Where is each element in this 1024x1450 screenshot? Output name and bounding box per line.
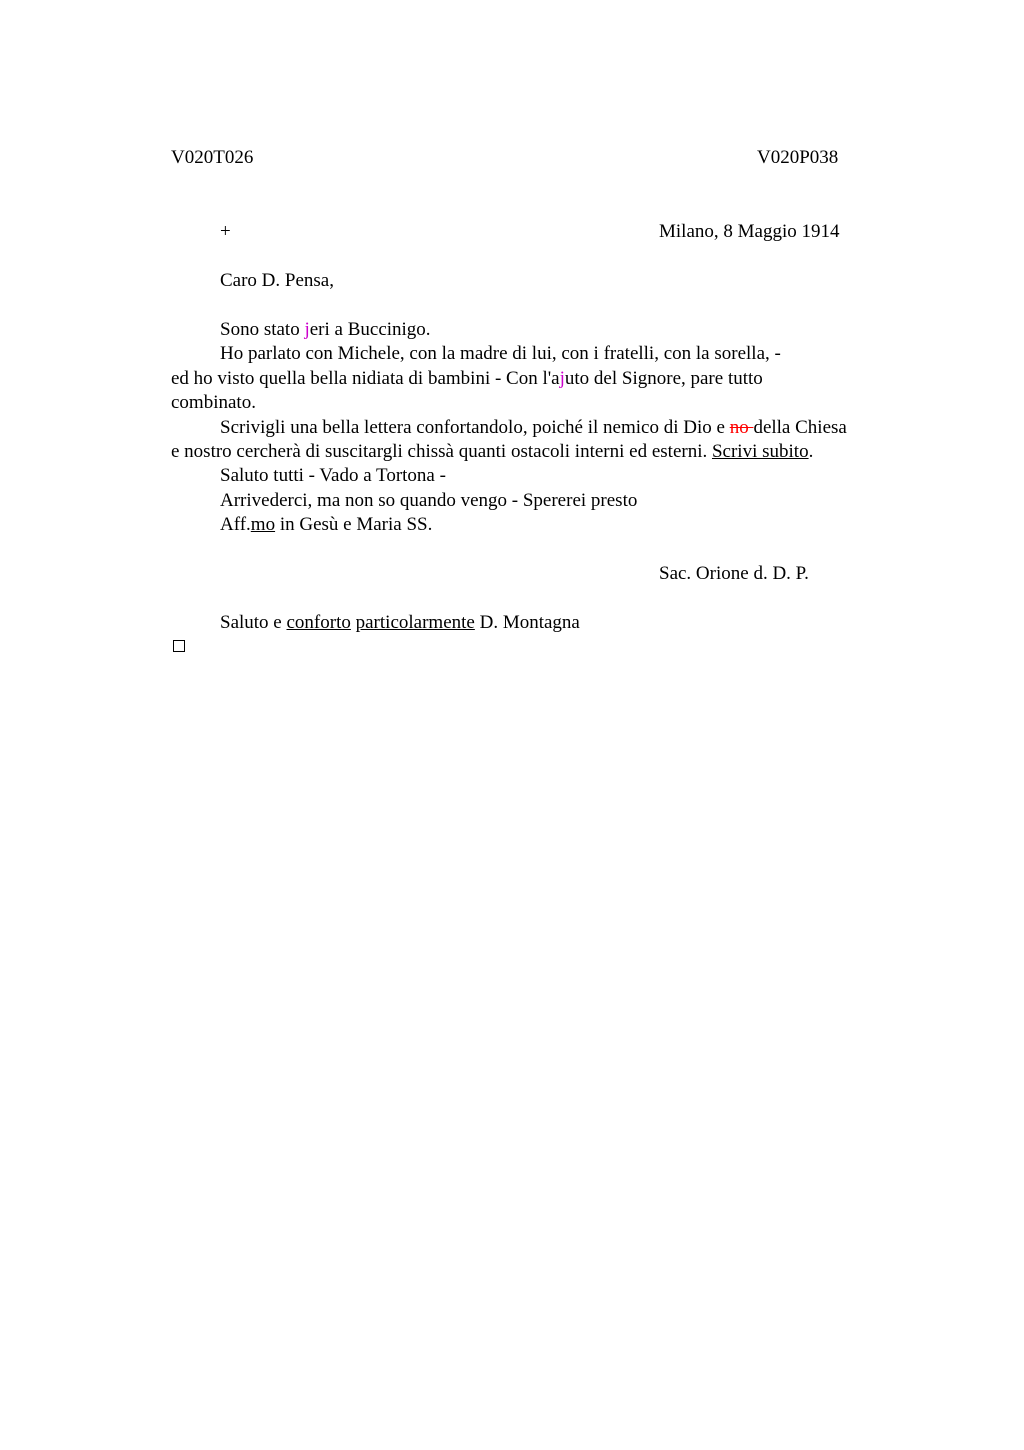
paragraph-1 bbox=[220, 318, 431, 342]
text-segment: uto del Signore, pare tutto bbox=[564, 368, 763, 389]
place-date: Milano, 8 Maggio 1914 bbox=[659, 221, 840, 242]
paragraph-2-line-1: Ho parlato con Michele, con la madre di lui, con i fratelli, con la sorella, - bbox=[220, 343, 781, 364]
text-segment: Sono stato bbox=[220, 319, 305, 340]
text-segment: ed ho visto quella bella nidiata di bambini - Con l'a bbox=[171, 368, 560, 389]
paragraph-3-line-2 bbox=[171, 440, 813, 464]
closing bbox=[220, 513, 432, 537]
text-segment: della Chiesa bbox=[753, 417, 847, 438]
text-segment: eri a Buccinigo. bbox=[309, 319, 431, 340]
underlined-text: Scrivi subito bbox=[711, 441, 809, 462]
inserted-letter: j bbox=[304, 319, 310, 340]
paragraph-4: Saluto tutti - Vado a Tortona - bbox=[220, 465, 446, 486]
signature: Sac. Orione d. D. P. bbox=[659, 563, 809, 584]
text-segment: Saluto e bbox=[220, 612, 287, 633]
salutation: Caro D. Pensa, bbox=[220, 270, 334, 291]
text-segment: D. Montagna bbox=[474, 612, 580, 633]
text-segment: in Gesù e Maria SS. bbox=[275, 514, 433, 535]
underlined-text: particolarmente bbox=[355, 612, 475, 633]
text-segment: Scrivigli una bella lettera confortandolo, poiché il nemico di Dio e bbox=[220, 417, 730, 438]
underlined-text: mo bbox=[250, 514, 276, 535]
paragraph-5: Arrivederci, ma non so quando vengo - Spererei presto bbox=[220, 490, 638, 511]
end-marker-box bbox=[173, 640, 185, 652]
inserted-letter: j bbox=[559, 368, 565, 389]
doc-code-right: V020P038 bbox=[757, 147, 839, 168]
deleted-text: no bbox=[729, 417, 754, 438]
paragraph-2-line-3: combinato. bbox=[171, 392, 256, 413]
doc-code-left: V020T026 bbox=[171, 147, 254, 168]
underlined-text: conforto bbox=[286, 612, 351, 633]
text-segment: . bbox=[808, 441, 814, 462]
postscript bbox=[220, 611, 580, 635]
text-segment: Aff. bbox=[220, 514, 251, 535]
cross-mark: + bbox=[220, 221, 231, 242]
paragraph-2-line-2 bbox=[171, 367, 763, 391]
text-segment: e nostro cercherà di suscitargli chissà quanti ostacoli interni ed esterni. bbox=[171, 441, 712, 462]
paragraph-3-line-1 bbox=[220, 416, 847, 440]
